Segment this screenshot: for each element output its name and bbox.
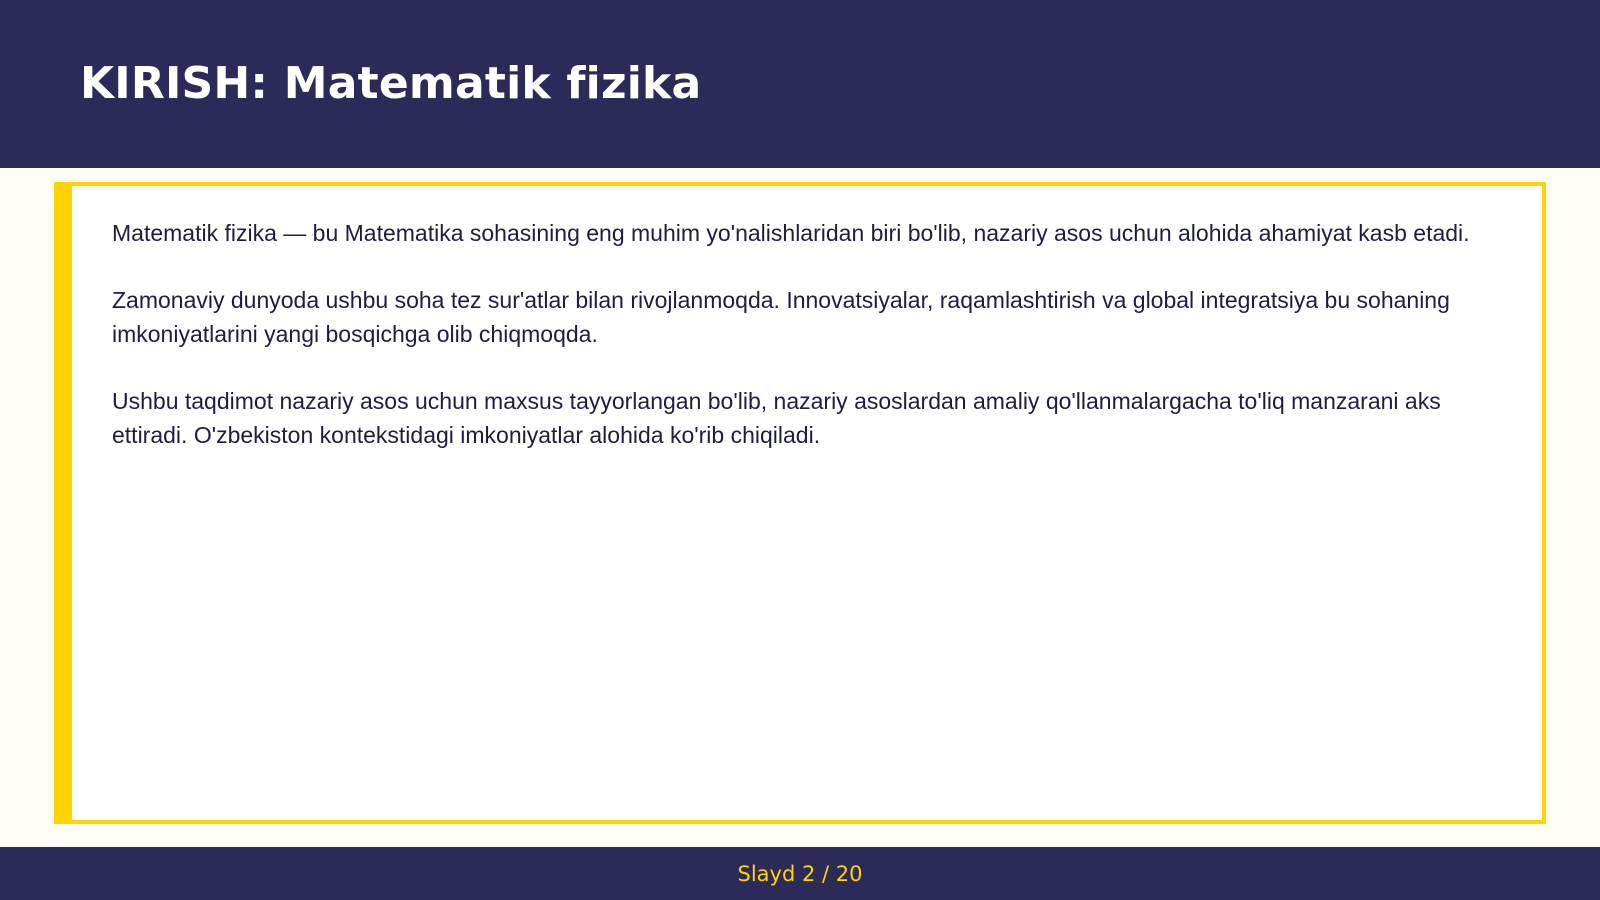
content-card [54, 182, 1546, 824]
content-paragraph-2: Zamonaviy dunyoda ushbu soha tez sur'atlar bilan rivojlanmoqda. Innovatsiyalar, raqamlashtirish va global integratsiya bu sohaning imkoniyatlarini yangi bosqichga olib chiqmoqda. [112, 287, 1450, 347]
slide-title: KIRISH: Matematik fizika [80, 58, 702, 109]
slide-header [0, 0, 1600, 168]
slide-counter: Slayd 2 / 20 [737, 862, 863, 886]
content-paragraph-3: Ushbu taqdimot nazariy asos uchun maxsus tayyorlangan bo'lib, nazariy asoslardan amaliy qo'llanmalargacha to'liq manzarani aks ettiradi. O'zbekiston kontekstidagi imkoniyatlar alohida ko'rib chiqiladi. [112, 388, 1441, 448]
content-paragraph-1: Matematik fizika — bu Matematika sohasining eng muhim yo'nalishlaridan biri bo'lib, nazariy asos uchun alohida ahamiyat kasb etadi. [112, 220, 1470, 246]
slide-footer [0, 847, 1600, 900]
